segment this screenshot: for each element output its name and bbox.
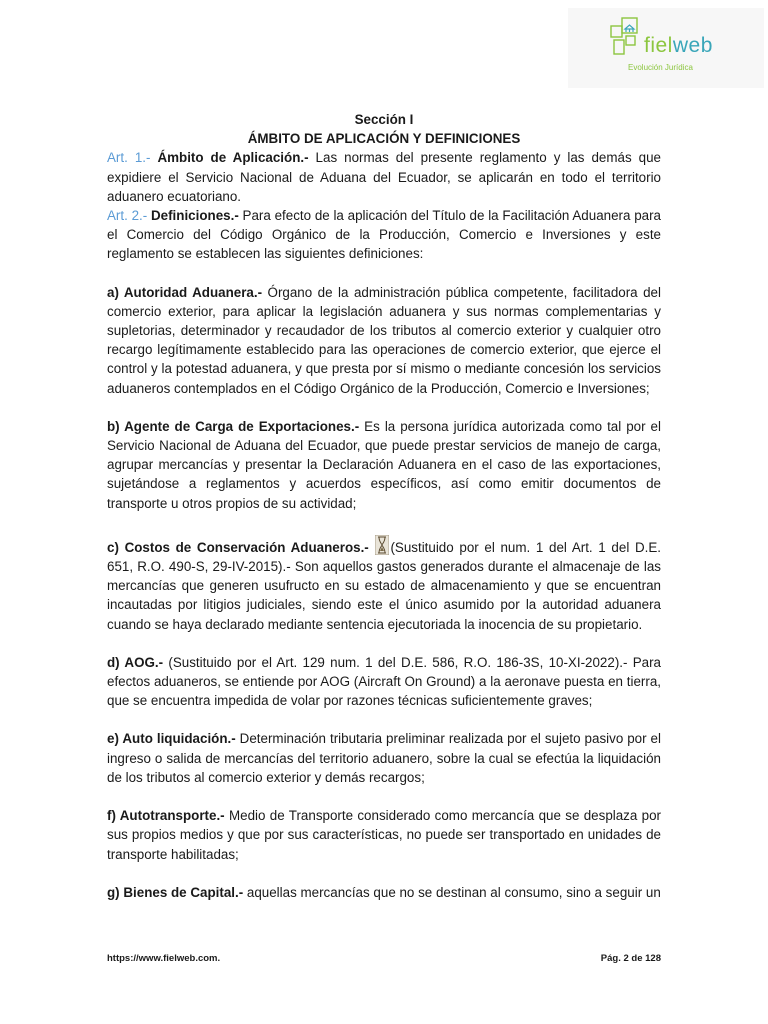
document-body [107,110,661,902]
definition-term: g) Bienes de Capital.- [107,884,244,900]
article-number: Art. 1.- [107,150,151,166]
definition-text: Medio de Transporte considerado como mercancía que se desplaza por sus propios medios y que por sus características, no puede ser transportado en unidades de transporte habilitadas; [107,808,662,862]
definition-term: e) Auto liquidación.- [107,731,236,747]
article-text: Las normas del presente reglamento y las demás que expidiere el Servicio Nacional de Aduana del Ecuador, se aplicarán en todo el territorio aduanero ecuatoriano. [107,150,661,204]
definition-term: a) Autoridad Aduanera.- [107,284,263,300]
logo-tagline: Evolución Jurídica [628,63,693,72]
definition-text: Órgano de la administración pública competente, facilitadora del comercio exterior, para aplicar la legislación aduanera y sus normas complementarias y supletorias, determinador y recaudador de los tributos al comercio exterior y cualquier otro recargo legítimamente establecido para las operaciones de comercio exterior, que ejerce el control y la potestad aduanera, y que presta por sí mismo o mediante concesión los servicios aduaneros contemplados en el Código Orgánico de la Producción, Comercio e Inversiones; [107,284,661,396]
hourglass-icon[interactable] [375,535,389,555]
article-1 [107,148,661,206]
footer-url[interactable]: https://www.fielweb.com. [107,953,221,964]
definition-f [107,806,661,864]
article-heading: Definiciones.- [150,208,239,224]
definition-b [107,417,661,513]
section-title: Sección I [354,112,414,127]
page-number: Pág. 2 de 128 [600,953,661,964]
article-2 [107,206,661,264]
definition-c [107,535,661,634]
definition-term: d) AOG.- [107,654,164,670]
definition-text: Es la persona jurídica autorizada como tal por el Servicio Nacional de Aduana del Ecuador, que puede prestar servicios de manejo de carga, agrupar mercancías y presentar la Declaración Aduanera en el caso de las exportaciones, sujetándose a reglamentos y acuerdos específicos, así como emitir documentos de transporte u otros propios de su actividad; [107,418,661,511]
logo-wordmark: fielweb [644,34,713,57]
section-subtitle: ÁMBITO DE APLICACIÓN Y DEFINICIONES [247,131,521,147]
definition-text: aquellas mercancías que no se destinan al consumo, sino a seguir un [243,884,661,900]
definition-g [107,883,661,902]
definition-a [107,283,661,398]
definition-term: b) Agente de Carga de Exportaciones.- [107,418,360,434]
definition-term: f) Autotransporte.- [107,808,225,824]
definition-text: (Sustituido por el Art. 129 num. 1 del D.E. 586, R.O. 186-3S, 10-XI-2022).- Para efectos aduaneros, se entiende por AOG (Aircraft On Ground) a la aeronave puesta en tierra, que se encuentra impedida de volar por razones técnicas suficientemente graves; [107,654,662,709]
definition-text: (Sustituido por el num. 1 del Art. 1 del D.E. 651, R.O. 490-S, 29-IV-2015).- Son aquellos gastos generados durante el almacenaje de las mercancías que generen usufructo en su estado de almacenamiento y que se encuentran incautadas por litigios judiciales, siendo este el único asumido por la autoridad aduanera cuando se haya declarado mediante sentencia ejecutoriada la inocencia de su propietario. [107,539,661,632]
article-heading: Ámbito de Aplicación.- [157,150,309,166]
fielweb-logo [568,8,764,88]
definition-e [107,729,661,787]
definition-term: c) Costos de Conservación Aduaneros.- [107,539,369,555]
logo-squares-icon [608,16,646,60]
article-text: Para efecto de la aplicación del Título de la Facilitación Aduanera para el Comercio del Código Orgánico de la Producción, Comercio e Inversiones y este reglamento se establecen las siguientes definiciones: [107,208,661,262]
article-number: Art. 2.- [107,208,148,224]
definition-text: Determinación tributaria preliminar realizada por el sujeto pasivo por el ingreso o salida de mercancías del territorio aduanero, sobre la cual se efectúa la liquidación de los tributos al comercio exterior y demás recargos; [107,731,661,785]
definition-d [107,653,661,711]
